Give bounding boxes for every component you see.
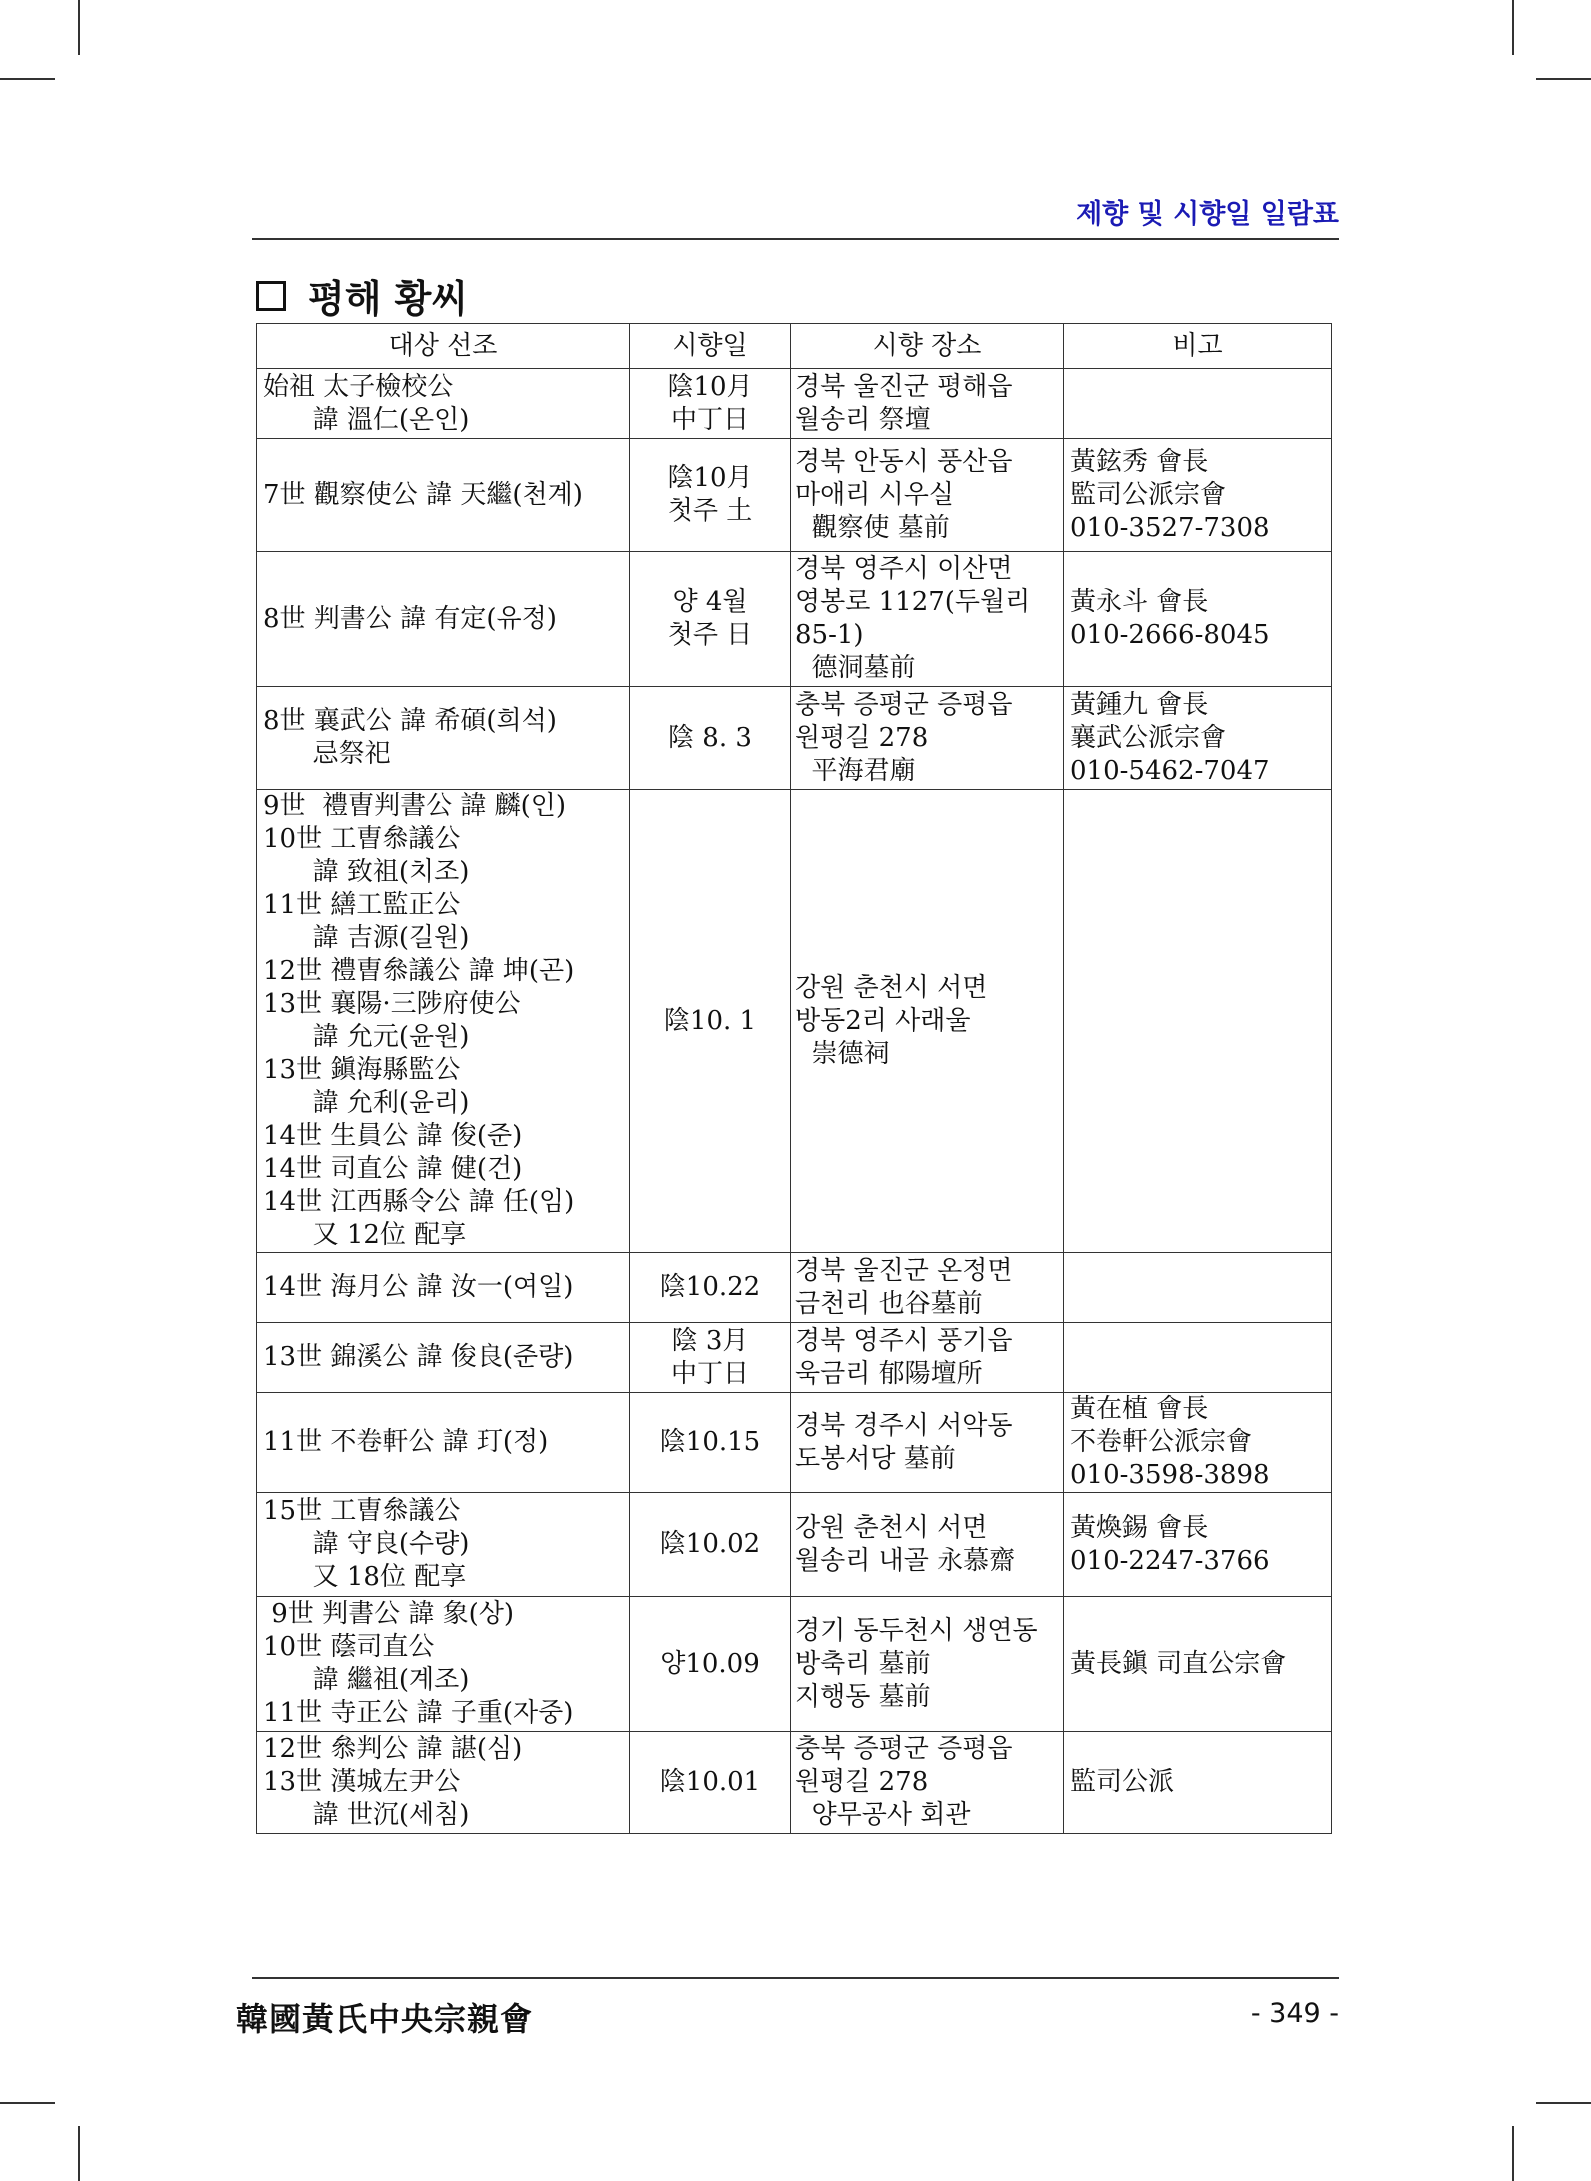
crop-mark	[0, 2102, 55, 2104]
ancestor-cell	[257, 1597, 630, 1732]
cell-line: 監司公派宗會	[1070, 479, 1227, 510]
cell-line: 8世 判書公 諱 有定(유정)	[263, 603, 557, 634]
cell-line: 諱 吉源(길원)	[263, 923, 470, 953]
note-cell	[1064, 369, 1332, 439]
cell-line: 010-3598-3898	[1070, 1460, 1270, 1490]
place-cell	[791, 1493, 1064, 1597]
footer-rule	[252, 1977, 1339, 1979]
cell-line: 觀察使 墓前	[795, 512, 950, 543]
date-cell	[630, 552, 791, 687]
note-cell	[1064, 1493, 1332, 1597]
cell-line: 10世 蔭司直公	[263, 1632, 435, 1662]
cell-line: 襄武公派宗會	[1070, 722, 1227, 753]
cell-line: 첫주 土	[667, 496, 753, 526]
date-cell	[630, 1597, 791, 1732]
page-number: - 349 -	[1250, 1998, 1339, 2029]
cell-line: 마애리 시우실	[795, 479, 954, 510]
cell-line: 지행동 墓前	[795, 1681, 931, 1712]
note-cell	[1064, 1323, 1332, 1393]
ancestor-cell	[257, 552, 630, 687]
cell-line: 7世 觀察使公 諱 天繼(천계)	[263, 479, 583, 510]
ancestor-cell	[257, 790, 630, 1253]
crop-mark	[1536, 78, 1591, 80]
place-cell	[791, 1393, 1064, 1493]
cell-line: 월송리 祭壇	[795, 404, 931, 435]
cell-line: 黃鍾九 會長	[1070, 689, 1209, 720]
section-title-text: 평해 황씨	[308, 277, 469, 321]
cell-line: 中丁日	[670, 404, 749, 435]
column-header-ancestor: 대상 선조	[257, 324, 630, 369]
cell-line: 黃鉉秀 會長	[1070, 446, 1209, 477]
cell-line: 11世 繕工監正公	[263, 890, 461, 920]
column-header-note: 비고	[1064, 324, 1332, 369]
crop-mark	[78, 2126, 80, 2181]
cell-line: 경북 경주시 서악동	[795, 1410, 1013, 1441]
cell-line: 9世 禮曺判書公 諱 麟(인)	[263, 791, 567, 821]
crop-mark	[78, 0, 80, 55]
cell-line: 경북 영주시 이산면	[795, 554, 1013, 584]
cell-line: 14世 海月公 諱 汝一(여일)	[263, 1272, 574, 1302]
cell-line: 始祖 太子檢校公	[263, 371, 454, 402]
crop-mark	[0, 78, 55, 80]
cell-line: 9世 判書公 諱 象(상)	[263, 1599, 515, 1629]
place-cell	[791, 790, 1064, 1253]
ancestor-cell	[257, 1323, 630, 1393]
cell-line: 忌祭祀	[263, 739, 391, 769]
crop-mark	[1512, 0, 1514, 55]
ancestor-cell	[257, 1493, 630, 1597]
cell-line: 강원 춘천시 서면	[795, 1512, 988, 1543]
ancestor-cell	[257, 439, 630, 552]
note-cell	[1064, 552, 1332, 687]
cell-line: 경기 동두천시 생연동	[795, 1615, 1038, 1646]
cell-line: 15世 工曺叅議公	[263, 1496, 461, 1526]
table-row	[257, 1393, 1332, 1493]
cell-line: 平海君廟	[795, 755, 916, 786]
place-cell	[791, 439, 1064, 552]
cell-line: 諱 溫仁(온인)	[263, 404, 470, 435]
note-cell	[1064, 1393, 1332, 1493]
header-rule	[252, 238, 1339, 240]
cell-line: 陰 3月	[671, 1325, 749, 1356]
cell-line: 양무공사 회관	[795, 1800, 971, 1830]
place-cell	[791, 1732, 1064, 1834]
cell-line: 14世 生員公 諱 俊(준)	[263, 1121, 523, 1151]
crop-mark	[1536, 2102, 1591, 2104]
cell-line: 경북 영주시 풍기읍	[795, 1325, 1013, 1356]
note-cell	[1064, 687, 1332, 790]
cell-line: 13世 錦溪公 諱 俊良(준량)	[263, 1342, 574, 1372]
memorial-schedule-table	[256, 323, 1332, 1834]
place-cell	[791, 687, 1064, 790]
place-cell	[791, 1323, 1064, 1393]
cell-line: 陰10.22	[659, 1272, 761, 1302]
cell-line: 경북 울진군 평해읍	[795, 371, 1013, 402]
note-cell	[1064, 790, 1332, 1253]
place-cell	[791, 552, 1064, 687]
cell-line: 德洞墓前	[795, 653, 916, 683]
table-row	[257, 1493, 1332, 1597]
cell-line: 諱 允元(윤원)	[263, 1022, 470, 1052]
cell-line: 경북 울진군 온정면	[795, 1255, 1013, 1286]
cell-line: 양10.09	[660, 1648, 760, 1679]
section-title	[256, 268, 468, 323]
note-cell	[1064, 1732, 1332, 1834]
cell-line: 8世 襄武公 諱 希碩(희석)	[263, 706, 557, 736]
cell-line: 12世 叅判公 諱 諶(심)	[263, 1734, 523, 1764]
cell-line: 방축리 墓前	[795, 1648, 931, 1679]
footer-org-logo: 韓國黃氏中央宗親會	[236, 2000, 534, 2038]
cell-line: 中丁日	[670, 1358, 749, 1389]
cell-line: 원평길 278	[795, 1767, 929, 1797]
cell-line: 諱 世沉(세침)	[263, 1800, 470, 1830]
cell-line: 諱 繼祖(계조)	[263, 1665, 470, 1695]
cell-line: 陰10月	[667, 463, 753, 493]
cell-line: 又 12位 配享	[263, 1220, 467, 1250]
table-header-row	[257, 324, 1332, 369]
cell-line: 방동2리 사래울	[795, 1005, 971, 1036]
ancestor-cell	[257, 1732, 630, 1834]
ancestor-cell	[257, 1393, 630, 1493]
cell-line: 黃長鎭 司直公宗會	[1070, 1648, 1287, 1679]
column-header-place: 시향 장소	[791, 324, 1064, 369]
ancestor-cell	[257, 687, 630, 790]
place-cell	[791, 1597, 1064, 1732]
table-row	[257, 790, 1332, 1253]
ancestor-cell	[257, 369, 630, 439]
cell-line: 첫주 日	[667, 620, 753, 650]
cell-line: 010-5462-7047	[1070, 755, 1270, 786]
table-body	[257, 369, 1332, 1834]
cell-line: 14世 司直公 諱 健(건)	[263, 1154, 523, 1184]
table-row	[257, 1597, 1332, 1732]
date-cell	[630, 439, 791, 552]
cell-line: 陰10.01	[659, 1767, 761, 1797]
table-row	[257, 439, 1332, 552]
cell-line: 11世 不卷軒公 諱 玎(정)	[263, 1427, 549, 1457]
date-cell	[630, 1253, 791, 1323]
date-cell	[630, 369, 791, 439]
place-cell	[791, 369, 1064, 439]
cell-line: 월송리 내골 永慕齋	[795, 1545, 1016, 1576]
table-row	[257, 1732, 1332, 1834]
cell-line: 충북 증평군 증평읍	[795, 1734, 1013, 1764]
date-cell	[630, 1732, 791, 1834]
cell-line: 010-3527-7308	[1070, 512, 1270, 543]
cell-line: 不卷軒公派宗會	[1070, 1427, 1253, 1457]
cell-line: 강원 춘천시 서면	[795, 972, 988, 1003]
cell-line: 諱 允利(윤리)	[263, 1088, 470, 1118]
note-cell	[1064, 1253, 1332, 1323]
cell-line: 원평길 278	[795, 722, 929, 753]
cell-line: 11世 寺正公 諱 子重(자중)	[263, 1698, 574, 1728]
date-cell	[630, 1493, 791, 1597]
cell-line: 욱금리 郁陽壇所	[795, 1358, 983, 1389]
cell-line: 85-1)	[795, 620, 864, 650]
date-cell	[630, 687, 791, 790]
cell-line: 양 4월	[672, 587, 748, 617]
cell-line: 금천리 也谷墓前	[795, 1288, 983, 1319]
cell-line: 도봉서당 墓前	[795, 1443, 956, 1474]
cell-line: 陰10.02	[659, 1529, 761, 1559]
cell-line: 陰10.15	[659, 1427, 761, 1457]
cell-line: 諱 守良(수량)	[263, 1529, 470, 1559]
table-row	[257, 1253, 1332, 1323]
place-cell	[791, 1253, 1064, 1323]
cell-line: 陰 8. 3	[668, 722, 752, 753]
cell-line: 崇德祠	[795, 1038, 890, 1069]
cell-line: 영봉로 1127(두월리	[795, 587, 1031, 617]
table-row	[257, 369, 1332, 439]
column-header-date: 시향일	[630, 324, 791, 369]
note-cell	[1064, 439, 1332, 552]
cell-line: 충북 증평군 증평읍	[795, 689, 1013, 720]
date-cell	[630, 1393, 791, 1493]
cell-line: 陰10. 1	[663, 1005, 757, 1036]
checkbox-square-icon	[256, 281, 286, 311]
crop-mark	[1512, 2126, 1514, 2181]
cell-line: 14世 江西縣令公 諱 任(임)	[263, 1187, 575, 1217]
note-cell	[1064, 1597, 1332, 1732]
cell-line: 13世 襄陽·三陟府使公	[263, 989, 521, 1019]
cell-line: 010-2247-3766	[1070, 1545, 1270, 1576]
ancestor-cell	[257, 1253, 630, 1323]
table-row	[257, 687, 1332, 790]
cell-line: 010-2666-8045	[1070, 620, 1270, 650]
cell-line: 13世 鎭海縣監公	[263, 1055, 461, 1085]
cell-line: 陰10月	[667, 371, 753, 402]
cell-line: 又 18位 配享	[263, 1562, 467, 1592]
cell-line: 12世 禮曺叅議公 諱 坤(곤)	[263, 956, 575, 986]
running-header: 제향 및 시향일 일람표	[1076, 199, 1339, 230]
table-row	[257, 1323, 1332, 1393]
cell-line: 黃永斗 會長	[1070, 587, 1209, 617]
cell-line: 13世 漢城左尹公	[263, 1767, 461, 1797]
cell-line: 黃煥錫 會長	[1070, 1512, 1209, 1543]
cell-line: 10世 工曺叅議公	[263, 824, 461, 854]
cell-line: 경북 안동시 풍산읍	[795, 446, 1013, 477]
table-row	[257, 552, 1332, 687]
date-cell	[630, 1323, 791, 1393]
cell-line: 諱 致祖(치조)	[263, 857, 470, 887]
cell-line: 黃在植 會長	[1070, 1394, 1209, 1424]
cell-line: 監司公派	[1070, 1767, 1175, 1797]
date-cell	[630, 790, 791, 1253]
